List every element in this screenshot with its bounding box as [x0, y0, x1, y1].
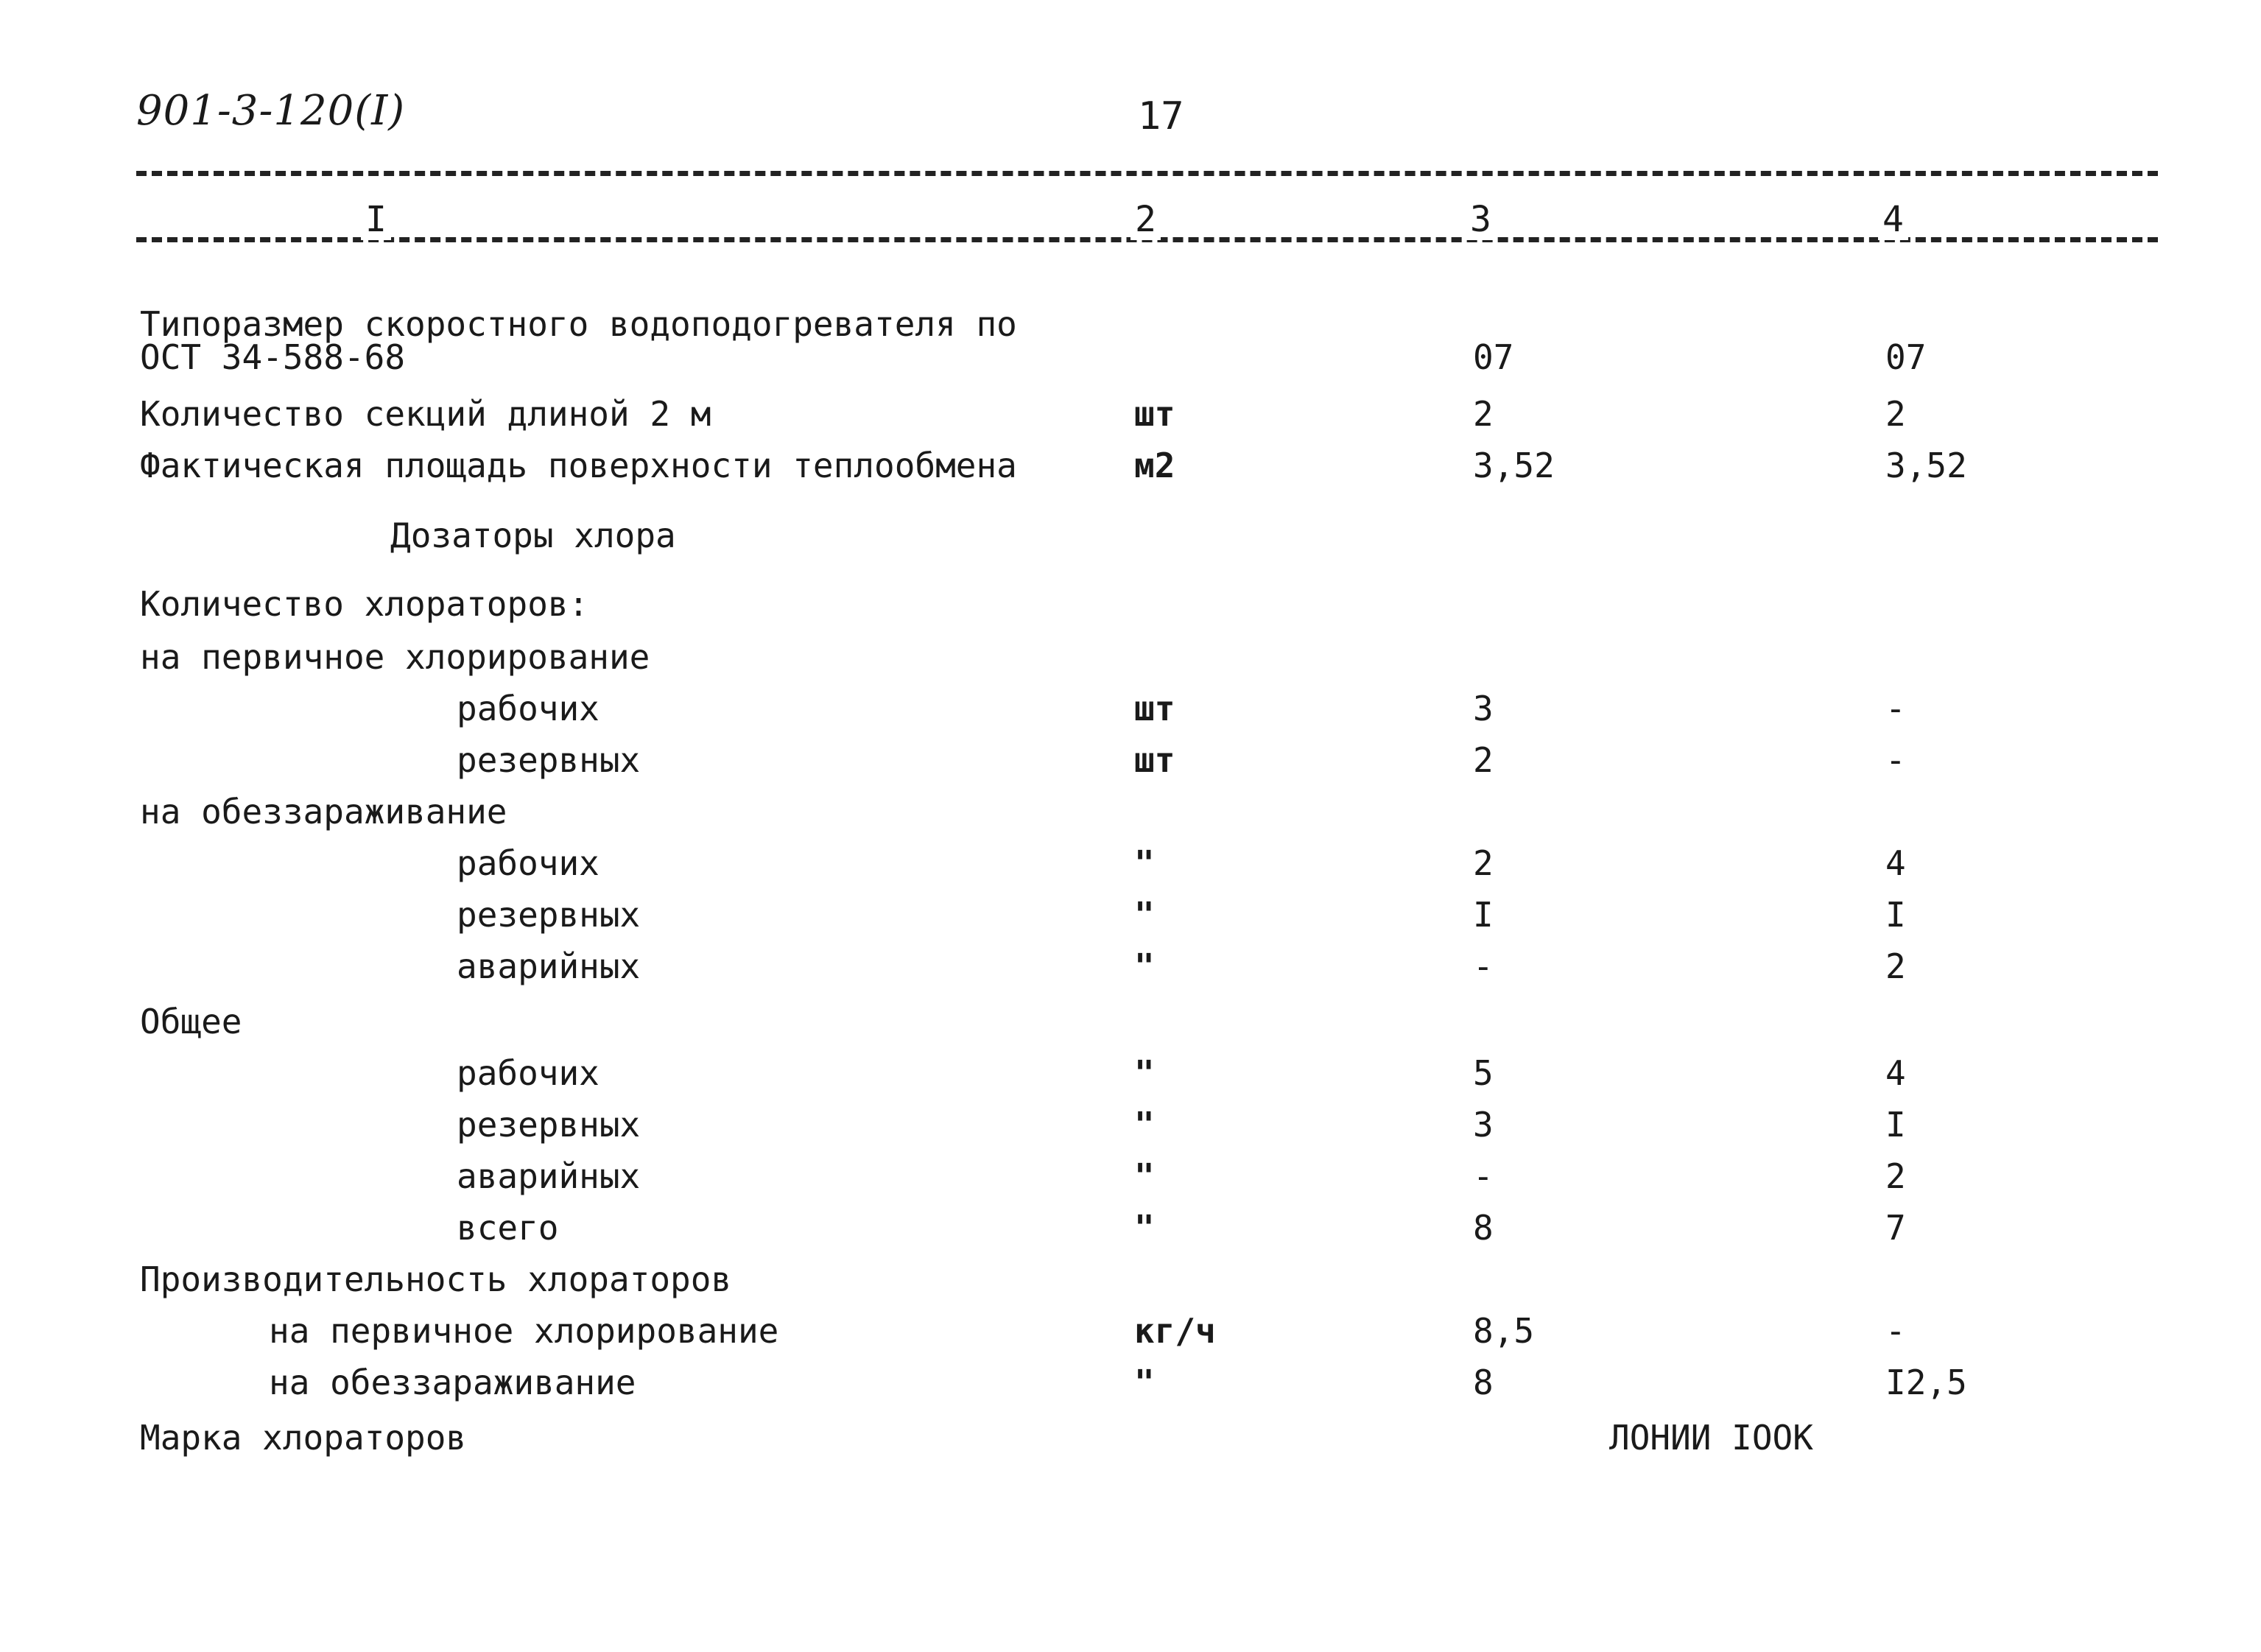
row-label: Производительность хлораторов [140, 1259, 732, 1299]
row-value-col4: 7 [1885, 1208, 1906, 1248]
row-label: на первичное хлорирование [269, 1311, 779, 1351]
row-unit: " [1134, 1363, 1155, 1402]
table-row [0, 1206, 2261, 1250]
table-row [0, 1309, 2261, 1353]
column-header-2: 2 [1130, 199, 1161, 240]
row-value-col3: - [1473, 946, 1494, 986]
row-value-col3: I [1473, 895, 1494, 935]
row-value-col4: 4 [1885, 843, 1906, 883]
row-label: рабочих [457, 1053, 599, 1093]
column-header-3: 3 [1466, 199, 1496, 240]
row-label: рабочих [457, 689, 599, 728]
row-label: аварийных [457, 1156, 641, 1196]
row-value-col3: 8 [1473, 1363, 1494, 1402]
row-value-col4: 2 [1885, 946, 1906, 986]
table-row [0, 738, 2261, 782]
row-unit: " [1134, 843, 1155, 883]
row-label: рабочих [457, 843, 599, 883]
row-value-col4: 07 [1885, 337, 1927, 377]
table-row [0, 392, 2261, 436]
row-label: Типоразмер скоростного водоподогревателя по [140, 304, 1017, 344]
table-row [0, 1257, 2261, 1301]
table-row [0, 1154, 2261, 1198]
table-row [0, 1103, 2261, 1147]
row-unit: шт [1134, 394, 1175, 434]
row-value-col4: 2 [1885, 394, 1906, 434]
row-value-col3: 3,52 [1473, 446, 1555, 485]
row-label: резервных [457, 1105, 641, 1145]
row-label: аварийных [457, 946, 641, 986]
row-value-col4: I [1885, 895, 1906, 935]
table-row [0, 1051, 2261, 1095]
row-value-col3: 8,5 [1473, 1311, 1535, 1351]
row-unit: " [1134, 1208, 1155, 1248]
table-row [0, 582, 2261, 626]
row-value-col4: I [1885, 1105, 1906, 1145]
table-row [0, 841, 2261, 885]
row-unit: м2 [1134, 446, 1175, 485]
row-value-col4: 3,52 [1885, 446, 1967, 485]
row-value-col4: I2,5 [1885, 1363, 1967, 1402]
row-label: Количество секций длиной 2 м [140, 394, 711, 434]
row-unit: шт [1134, 740, 1175, 780]
row-label: Марка хлораторов [140, 1418, 467, 1458]
column-header-4: 4 [1878, 199, 1908, 240]
row-value-col3: 8 [1473, 1208, 1494, 1248]
row-unit: " [1134, 1156, 1155, 1196]
row-label: ОСТ 34-588-68 [140, 337, 406, 377]
table-top-rule [136, 171, 2158, 176]
row-label: на первичное хлорирование [140, 637, 650, 677]
column-header-1: I [361, 199, 391, 240]
row-unit: " [1134, 895, 1155, 935]
row-label: Количество хлораторов: [140, 584, 589, 624]
row-label: Фактическая площадь поверхности теплообмена [140, 446, 1017, 485]
row-value-col3: 2 [1473, 394, 1494, 434]
row-value-col4: 2 [1885, 1156, 1906, 1196]
row-label: на обеззараживание [269, 1363, 636, 1402]
row-value-spanning: ЛОНИИ IOOK [1609, 1418, 1813, 1458]
row-label: на обеззараживание [140, 792, 507, 832]
table-row [0, 443, 2261, 488]
row-value-col3: 2 [1473, 740, 1494, 780]
row-value-col4: 4 [1885, 1053, 1906, 1093]
table-row [0, 1416, 2261, 1460]
table-row [0, 335, 2261, 379]
row-value-col4: - [1885, 740, 1906, 780]
row-unit: шт [1134, 689, 1175, 728]
row-value-col4: - [1885, 1311, 1906, 1351]
table-row [0, 944, 2261, 988]
row-value-col3: - [1473, 1156, 1494, 1196]
table-row [0, 513, 2261, 558]
table-row [0, 686, 2261, 731]
document-code: 901-3-120(I) [136, 87, 406, 135]
row-label: Общее [140, 1002, 242, 1041]
row-value-col3: 3 [1473, 1105, 1494, 1145]
row-unit: " [1134, 1053, 1155, 1093]
row-label: Дозаторы хлора [390, 516, 676, 555]
table-row [0, 1360, 2261, 1405]
table-row [0, 790, 2261, 834]
row-label: резервных [457, 740, 641, 780]
row-value-col4: - [1885, 689, 1906, 728]
row-value-col3: 07 [1473, 337, 1514, 377]
row-value-col3: 2 [1473, 843, 1494, 883]
page-number: 17 [1138, 94, 1184, 138]
row-value-col3: 5 [1473, 1053, 1494, 1093]
row-label: резервных [457, 895, 641, 935]
row-label: всего [457, 1208, 559, 1248]
table-row [0, 635, 2261, 679]
row-unit: " [1134, 1105, 1155, 1145]
table-row [0, 999, 2261, 1044]
table-row [0, 893, 2261, 937]
row-value-col3: 3 [1473, 689, 1494, 728]
row-unit: " [1134, 946, 1155, 986]
row-unit: кг/ч [1134, 1311, 1216, 1351]
